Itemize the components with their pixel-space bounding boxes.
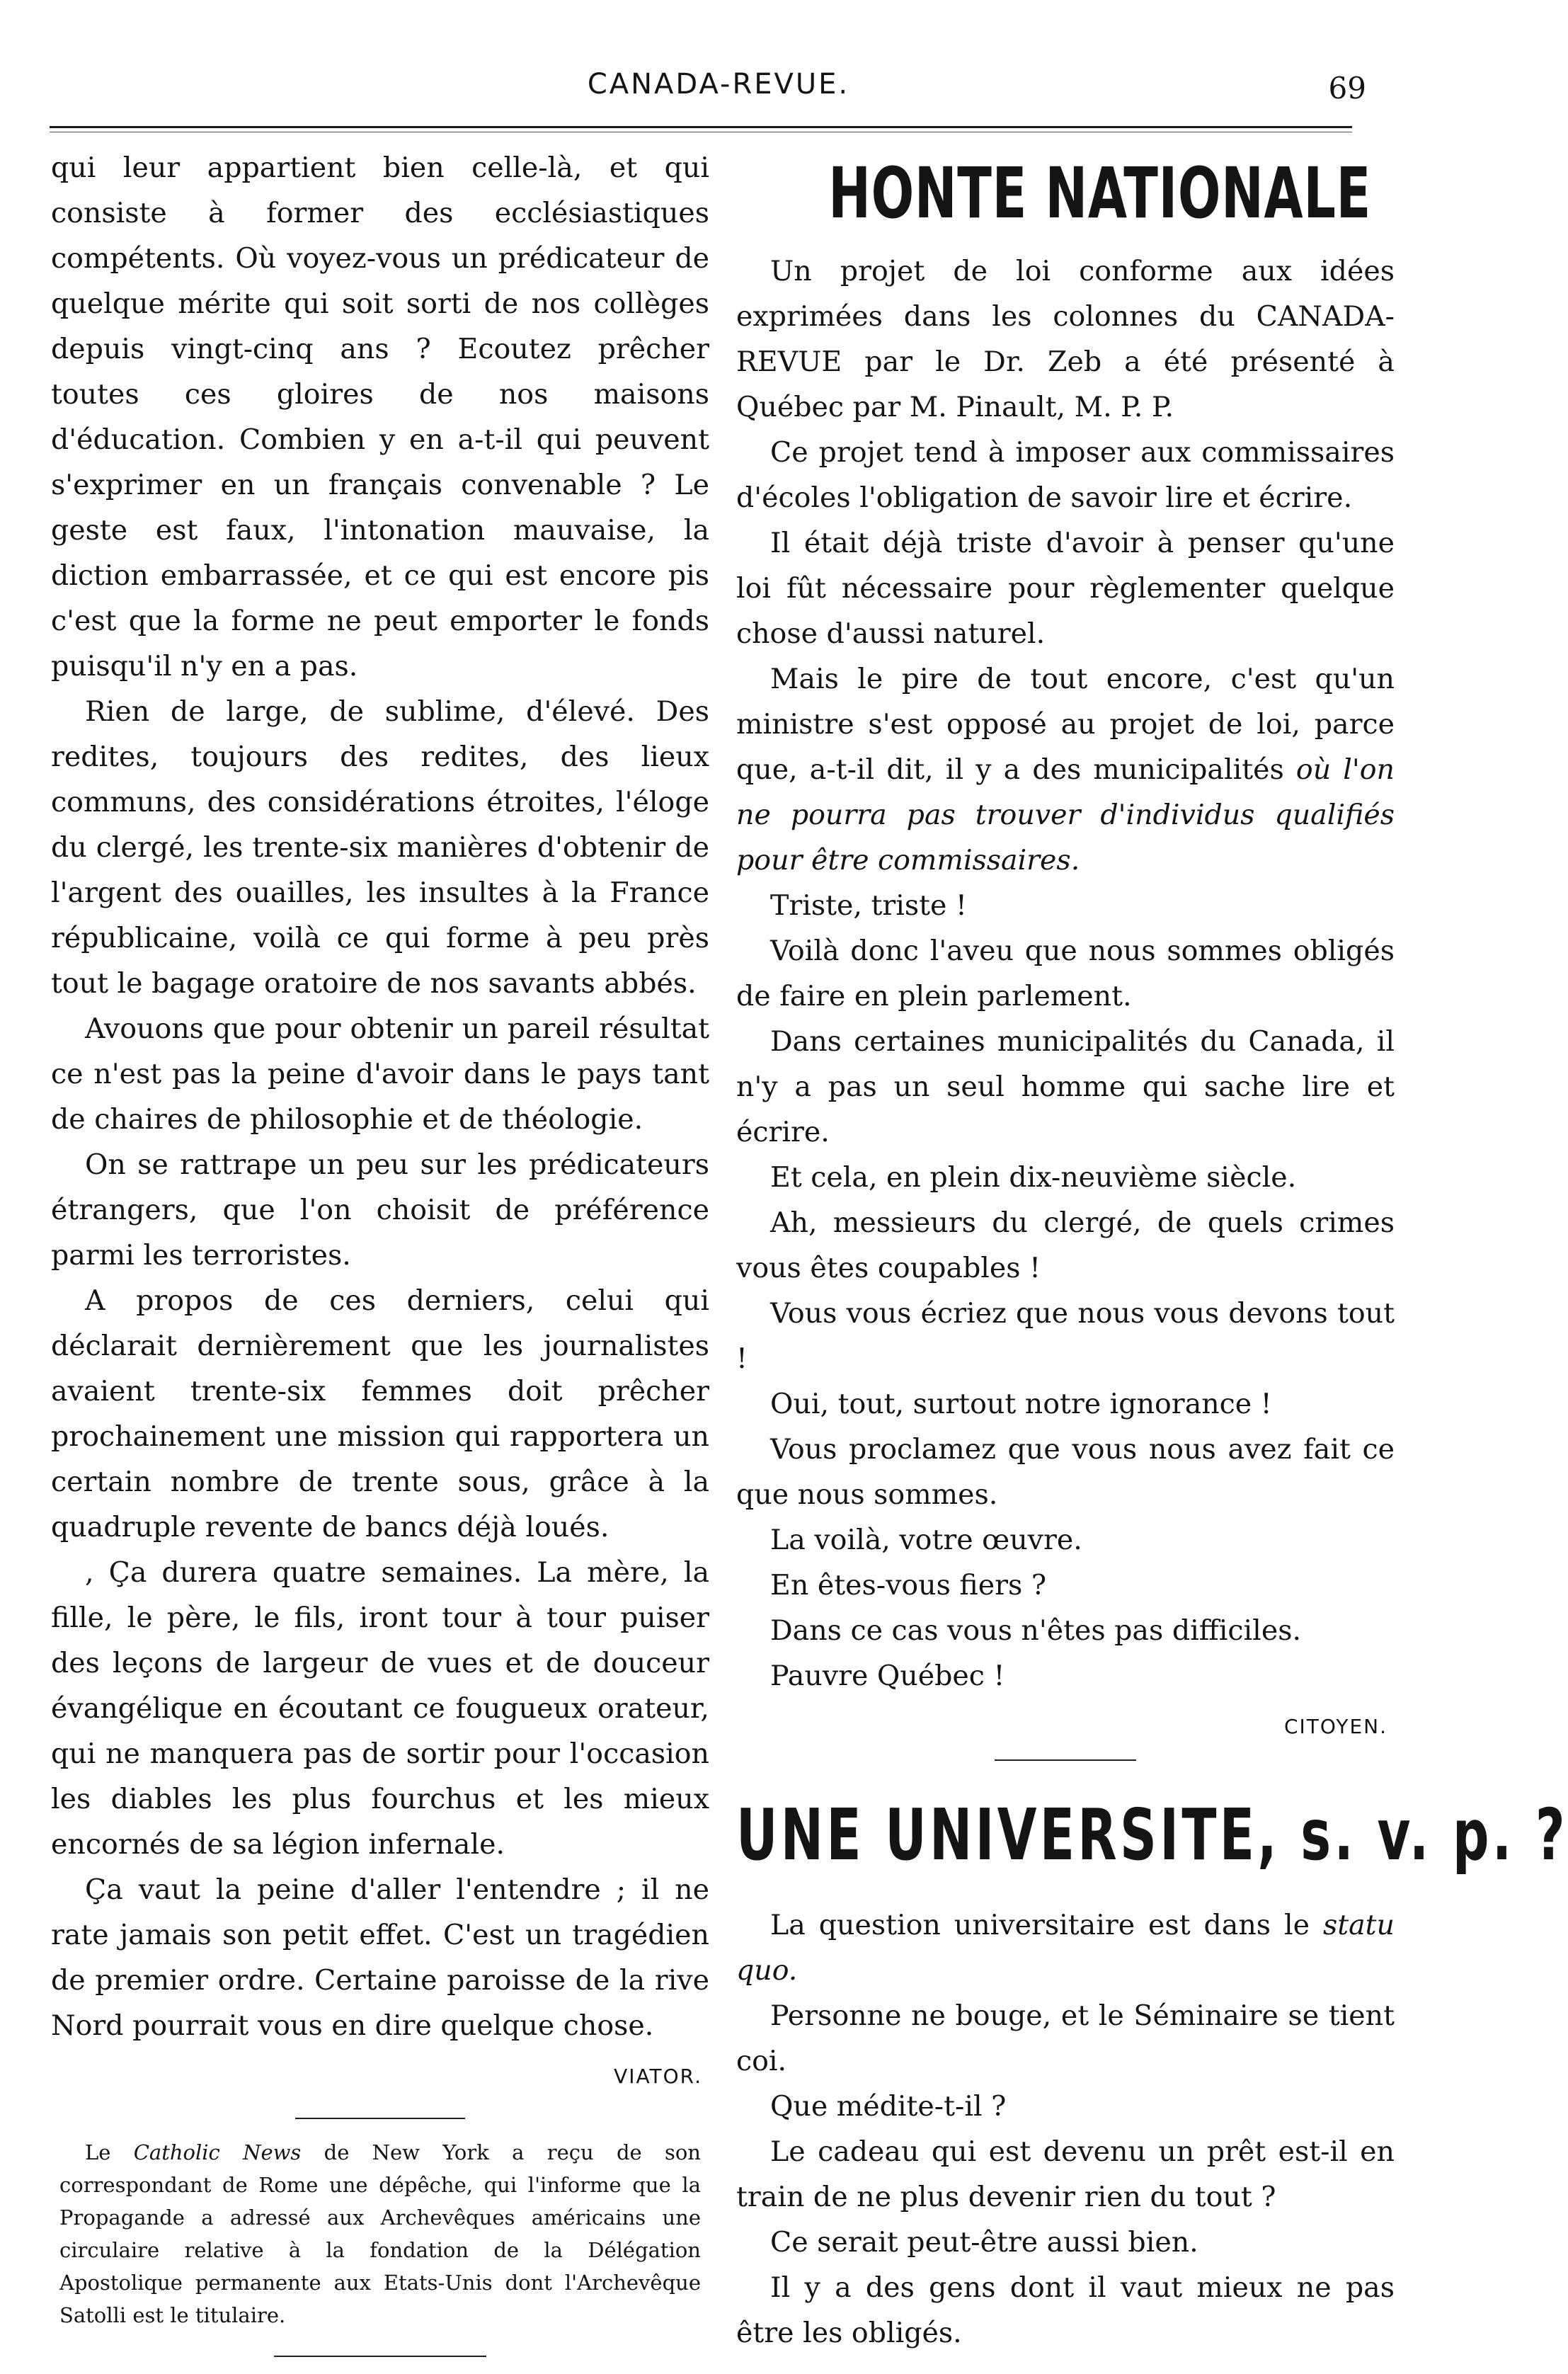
right-column xyxy=(736,145,1568,2356)
paragraph: Il y a des gens dont il vaut mieux ne pas être les obligés. xyxy=(736,2271,1395,2349)
footnote-paper-name: Catholic News xyxy=(133,2140,302,2164)
footnote-lead: Le xyxy=(85,2140,134,2164)
paragraph-text: La question universitaire est dans le xyxy=(770,1909,1323,1941)
paragraph: Dans certaines municipalités du Canada, il n'y a pas un seul homme qui sache lire et écrire. xyxy=(736,1025,1395,1148)
footnote-rest: de New York a reçu de son correspondant de Rome une dépêche, qui l'informe que la Propagande a adressé aux Archevêques américains une circulaire relative à la fondation de la Délégation Apostolique permanente aux Etats-Unis dont l'Archevêque Satolli est le titulaire. xyxy=(59,2140,701,2327)
header-rule xyxy=(50,126,1352,128)
paragraph xyxy=(736,1902,1395,1993)
paragraph: La voilà, votre œuvre. xyxy=(770,1524,1082,1556)
page-number: 69 xyxy=(1328,71,1366,105)
paragraph: En êtes-vous fiers ? xyxy=(770,1569,1047,1602)
paragraph: Vous vous écriez que nous vous devons tout ! xyxy=(736,1297,1395,1375)
paragraph: Ah, messieurs du clergé, de quels crimes vous êtes coupables ! xyxy=(736,1206,1395,1284)
italic-statu-quo: statu quo. xyxy=(736,1909,1395,1987)
page-header xyxy=(50,68,1387,118)
separator-rule xyxy=(295,2118,465,2119)
paragraph: Pauvre Québec ! xyxy=(770,1660,1005,1692)
paragraph: Personne ne bouge, et le Séminaire se tient coi. xyxy=(736,1999,1395,2077)
separator-rule xyxy=(995,1759,1136,1761)
paragraph: qui leur appartient bien celle-là, et qui consiste à former des ecclésiastiques compétents. Où voyez-vous un prédicateur de quelque mérite qui soit sorti de nos collèges depuis vingt-cinq ans ? Ecoutez prêcher toutes ces gloires de nos maisons d'éducation. Combien y en a-t-il qui peuvent s'exprimer en un français convenable ? Le geste est faux, l'intonation mauvaise, la diction embarrassée, et ce qui est encore pis c'est que la forme ne peut emporter le fonds puisqu'il n'y en a pas. xyxy=(51,152,709,683)
paragraph: Que médite-t-il ? xyxy=(770,2090,1007,2123)
headline-honte-nationale: HONTE NATIONALE xyxy=(828,153,1371,234)
footnote xyxy=(51,2136,709,2332)
paragraph: Triste, triste ! xyxy=(770,889,967,922)
paragraph: Dans ce cas vous n'êtes pas difficiles. xyxy=(770,1614,1302,1647)
paragraph: Ce serait peut-être aussi bien. xyxy=(770,2226,1198,2259)
paragraph xyxy=(736,656,1395,883)
italic-quote: où l'on ne pourra pas trouver d'individus qualifiés pour être commissaires. xyxy=(736,753,1395,877)
headline-universite: UNE UNIVERSITE, s. v. p. ? xyxy=(736,1793,1568,1876)
footnote-text xyxy=(59,2136,701,2332)
paragraph-text: Mais le pire de tout encore, c'est qu'un ministre s'est opposé au projet de loi, parce que, a-t-il dit, il y a des municipalités xyxy=(736,663,1395,786)
paragraph: Voilà donc l'aveu que nous sommes obligés de faire en plein parlement. xyxy=(736,935,1395,1012)
paragraph: On se rattrape un peu sur les prédicateurs étrangers, que l'on choisit de préférence parmi les terroristes. xyxy=(51,1148,709,1272)
paragraph: Avouons que pour obtenir un pareil résultat ce n'est pas la peine d'avoir dans le pays tant de chaires de philosophie et de théologie. xyxy=(51,1012,709,1136)
paragraph: Et cela, en plein dix-neuvième siècle. xyxy=(770,1161,1297,1194)
signature-citoyen: CITOYEN. xyxy=(1283,1715,1387,1738)
paragraph: Le cadeau qui est devenu un prêt est-il en train de ne plus devenir rien du tout ? xyxy=(736,2135,1395,2213)
paragraph: Rien de large, de sublime, d'élevé. Des redites, toujours des redites, des lieux communs, des considérations étroites, l'éloge du clergé, les trente-six manières d'obtenir de l'argent des ouailles, les insultes à la France républicaine, voilà ce qui forme à peu près tout le bagage oratoire de nos savants abbés. xyxy=(51,695,709,1000)
separator-rule xyxy=(274,2356,486,2357)
paragraph: Ça vaut la peine d'aller l'entendre ; il ne rate jamais son petit effet. C'est un tragédien de premier ordre. Certaine paroisse de la rive Nord pourrait vous en dire quelque chose. xyxy=(51,1873,709,2042)
paragraph: A propos de ces derniers, celui qui déclarait dernièrement que les journalistes avaient trente-six femmes doit prêcher prochainement une mission qui rapportera un certain nombre de trente sous, grâce à la quadruple revente de bancs déjà loués. xyxy=(51,1284,709,1543)
signature-viator: VIATOR. xyxy=(614,2065,702,2088)
paragraph: Ce projet tend à imposer aux commissaires d'écoles l'obligation de savoir lire et écrire. xyxy=(736,436,1395,514)
paragraph: , Ça durera quatre semaines. La mère, la fille, le père, le fils, iront tour à tour puiser des leçons de largeur de vues et de douceur évangélique en écoutant ce fougueux orateur, qui ne manquera pas de sortir pour l'occasion les diables les plus fourchus et les mieux encornés de sa légion infernale. xyxy=(51,1556,709,1861)
paragraph: Oui, tout, surtout notre ignorance ! xyxy=(770,1388,1272,1420)
paragraph: Il était déjà triste d'avoir à penser qu'une loi fût nécessaire pour règlementer quelque chose d'aussi naturel. xyxy=(736,527,1395,650)
running-title: CANADA-REVUE. xyxy=(587,68,850,101)
left-column xyxy=(51,145,709,2374)
paragraph: Un projet de loi conforme aux idées exprimées dans les colonnes du CANADA-REVUE par le Dr. Zeb a été présenté à Québec par M. Pinault, M. P. P. xyxy=(736,255,1395,423)
paragraph: Vous proclamez que vous nous avez fait ce que nous sommes. xyxy=(736,1433,1395,1511)
